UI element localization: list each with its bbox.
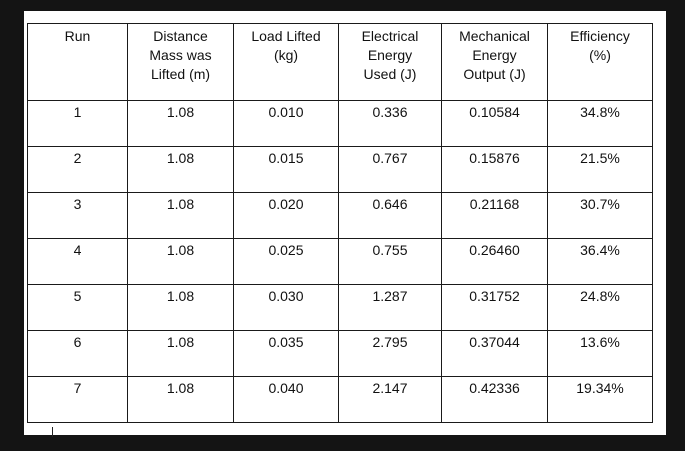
cell-load: 0.015 <box>234 147 339 193</box>
table-row <box>28 101 653 147</box>
cell-run: 1 <box>28 101 128 147</box>
cell-efficiency: 30.7% <box>548 193 653 239</box>
cell-distance: 1.08 <box>128 331 234 377</box>
cursor-tick-mark <box>52 427 53 437</box>
cell-efficiency: 36.4% <box>548 239 653 285</box>
table-row <box>28 285 653 331</box>
cell-mechanical-energy: 0.15876 <box>442 147 548 193</box>
cell-electrical-energy: 0.336 <box>339 101 442 147</box>
cell-electrical-energy: 0.767 <box>339 147 442 193</box>
cell-efficiency: 24.8% <box>548 285 653 331</box>
energy-efficiency-table <box>27 23 653 423</box>
cell-distance: 1.08 <box>128 377 234 423</box>
cell-load: 0.030 <box>234 285 339 331</box>
cell-load: 0.020 <box>234 193 339 239</box>
header-line: Load Lifted <box>251 28 321 44</box>
table-row <box>28 331 653 377</box>
header-cell-mechanical-energy <box>442 24 548 101</box>
header-cell-electrical-energy <box>339 24 442 101</box>
cell-efficiency: 19.34% <box>548 377 653 423</box>
header-cell-distance <box>128 24 234 101</box>
header-line: Used (J) <box>363 66 417 82</box>
cell-mechanical-energy: 0.10584 <box>442 101 548 147</box>
cell-run: 6 <box>28 331 128 377</box>
header-cell-efficiency <box>548 24 653 101</box>
cell-efficiency: 34.8% <box>548 101 653 147</box>
cell-distance: 1.08 <box>128 193 234 239</box>
cell-load: 0.035 <box>234 331 339 377</box>
header-line: Electrical <box>361 28 419 44</box>
cell-run: 4 <box>28 239 128 285</box>
table-row <box>28 193 653 239</box>
cell-load: 0.025 <box>234 239 339 285</box>
cell-distance: 1.08 <box>128 101 234 147</box>
cell-mechanical-energy: 0.37044 <box>442 331 548 377</box>
cell-run: 5 <box>28 285 128 331</box>
cell-mechanical-energy: 0.42336 <box>442 377 548 423</box>
cell-electrical-energy: 2.795 <box>339 331 442 377</box>
header-line: Distance <box>153 28 208 44</box>
header-line: Lifted (m) <box>150 66 211 82</box>
cell-distance: 1.08 <box>128 239 234 285</box>
cell-efficiency: 13.6% <box>548 331 653 377</box>
cell-run: 2 <box>28 147 128 193</box>
header-line: (%) <box>589 47 611 63</box>
header-line: Mechanical <box>459 28 530 44</box>
header-cell-run <box>28 24 128 101</box>
header-cell-load <box>234 24 339 101</box>
header-line: Output (J) <box>463 66 526 82</box>
table-row <box>28 239 653 285</box>
header-line: Mass was <box>149 47 212 63</box>
cell-distance: 1.08 <box>128 285 234 331</box>
header-line: Efficiency <box>570 28 630 44</box>
cell-mechanical-energy: 0.21168 <box>442 193 548 239</box>
header-line: (kg) <box>273 47 299 63</box>
cell-electrical-energy: 0.646 <box>339 193 442 239</box>
cell-electrical-energy: 0.755 <box>339 239 442 285</box>
cell-load: 0.040 <box>234 377 339 423</box>
cell-efficiency: 21.5% <box>548 147 653 193</box>
cell-run: 7 <box>28 377 128 423</box>
header-line: Energy <box>367 47 413 63</box>
header-row <box>28 24 653 101</box>
cell-electrical-energy: 1.287 <box>339 285 442 331</box>
cell-mechanical-energy: 0.31752 <box>442 285 548 331</box>
cell-run: 3 <box>28 193 128 239</box>
table-row <box>28 147 653 193</box>
table-row <box>28 377 653 423</box>
cell-distance: 1.08 <box>128 147 234 193</box>
cell-load: 0.010 <box>234 101 339 147</box>
cell-electrical-energy: 2.147 <box>339 377 442 423</box>
header-line: Run <box>64 28 91 44</box>
cell-mechanical-energy: 0.26460 <box>442 239 548 285</box>
header-line: Energy <box>472 47 517 63</box>
